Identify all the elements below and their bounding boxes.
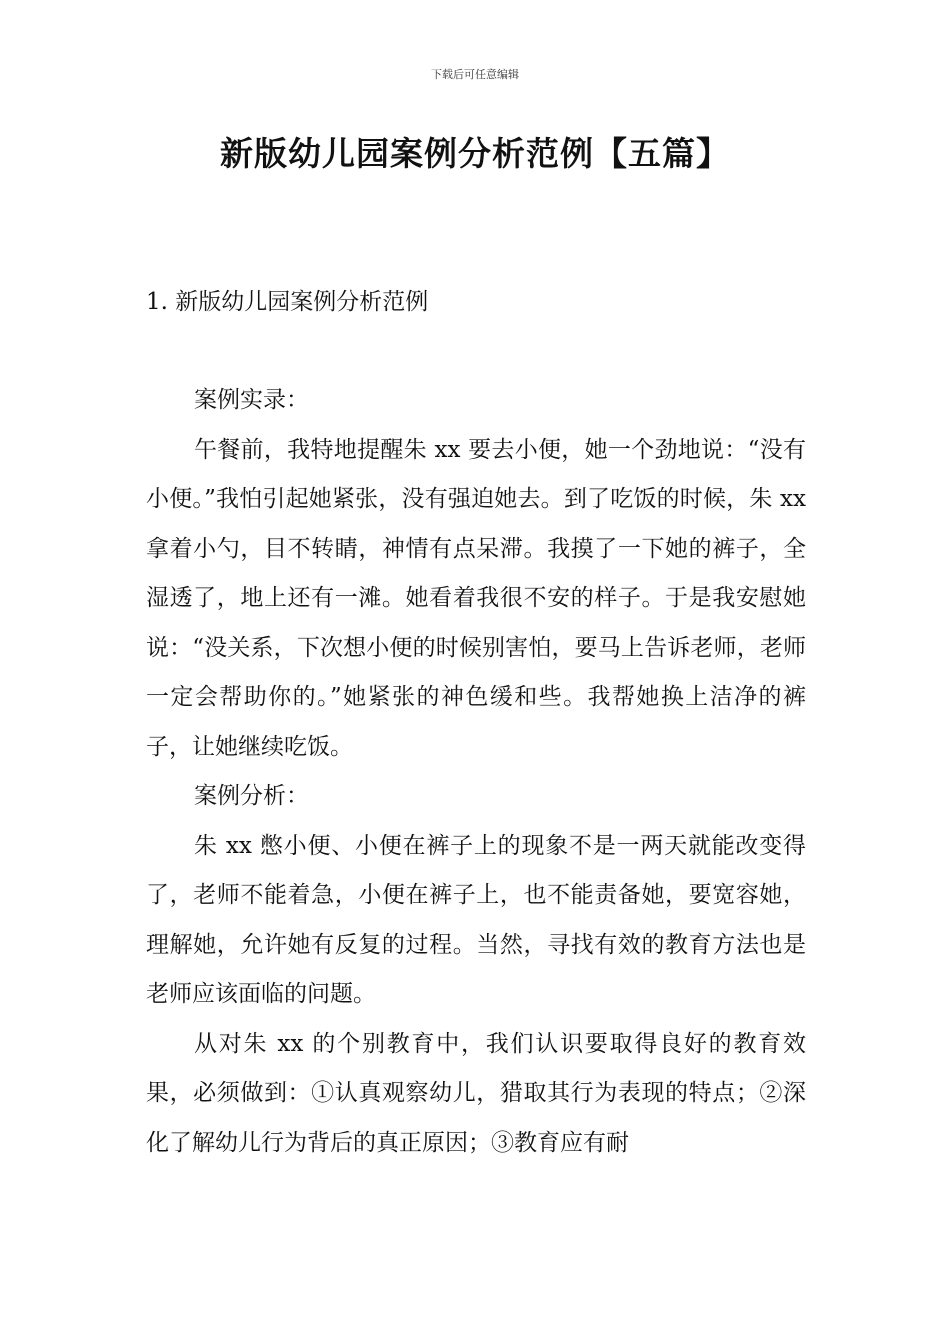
paragraph-case-analysis: 朱 xx 憋小便、小便在裤子上的现象不是一两天就能改变得了，老师不能着急，小便在裤子上，也不能责备她，要宽容她，理解她，允许她有反复的过程。当然，寻找有效的教育方法也是老师应该面临的问题。 — [146, 832, 806, 1007]
document-body — [146, 376, 806, 1168]
header-note: 下载后可任意编辑 — [431, 68, 519, 81]
section-heading: 1. 新版幼儿园案例分析范例 — [146, 289, 429, 315]
paragraph-conclusion: 从对朱 xx 的个别教育中，我们认识要取得良好的教育效果，必须做到：①认真观察幼儿，猎取其行为表现的特点；②深化了解幼儿行为背后的真正原因；③教育应有耐 — [146, 1030, 806, 1156]
paragraph-case-record: 午餐前，我特地提醒朱 xx 要去小便，她一个劲地说：“没有小便。”我怕引起她紧张，没有强迫她去。到了吃饭的时候，朱 xx 拿着小勺，目不转睛，神情有点呆滞。我摸了一下她的裤子，全湿透了，地上还有一滩。她看着我很不安的样子。于是我安慰她说：“没关系，下次想小便的时候别害怕，要马上告诉老师，老师一定会帮助你的。”她紧张的神色缓和些。我帮她换上洁净的裤子，让她继续吃饭。 — [146, 436, 806, 760]
label-case-analysis: 案例分析： — [194, 783, 309, 809]
document-title: 新版幼儿园案例分析范例【五篇】 — [220, 134, 730, 173]
label-case-record: 案例实录： — [194, 387, 309, 413]
